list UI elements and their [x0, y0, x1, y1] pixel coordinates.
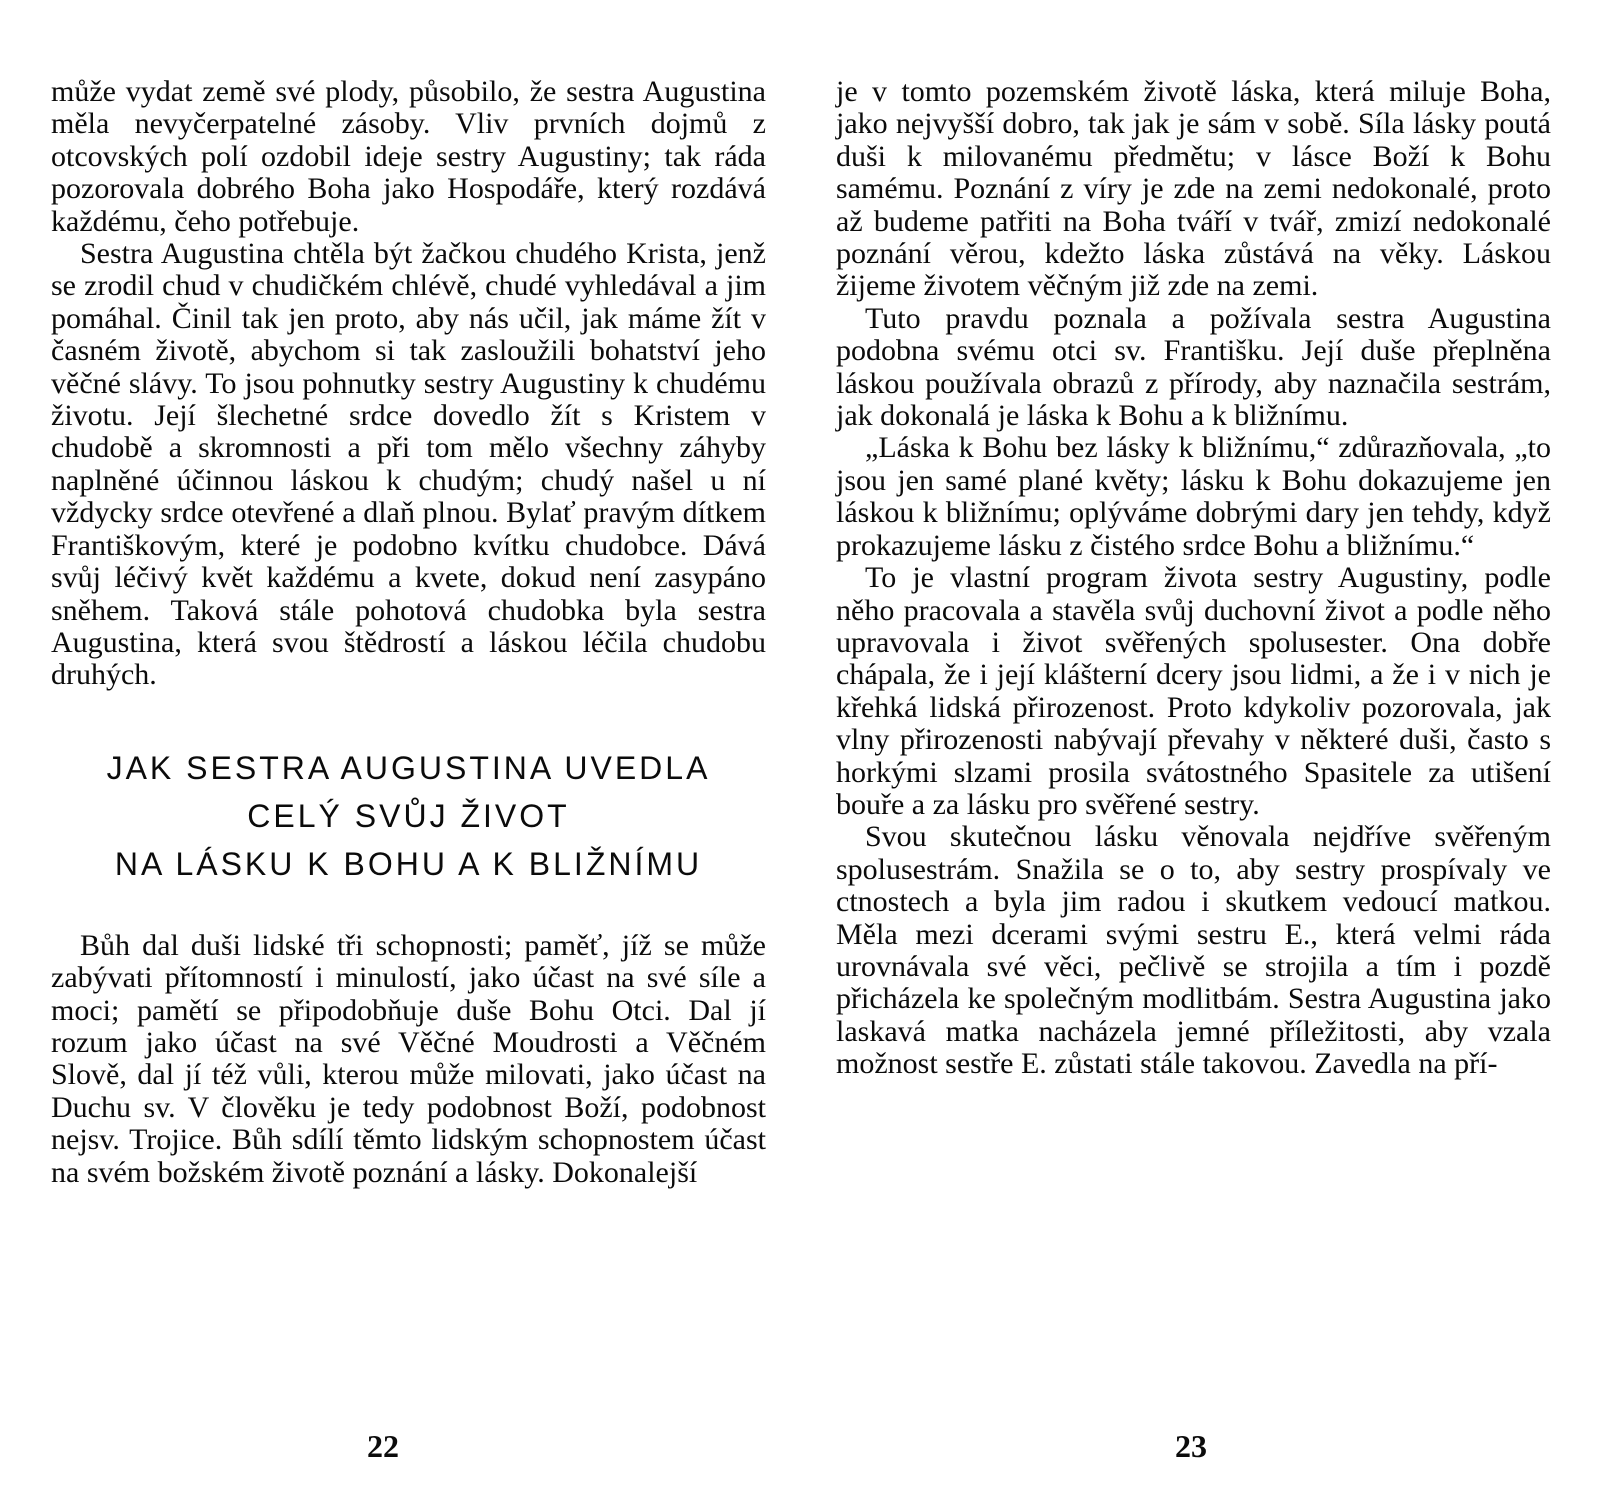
paragraph: „Láska k Bohu bez lásky k bližnímu,“ zdůrazňovala, „to jsou jen samé plané květy; lásku k Bohu dokazujeme jen láskou k bližnímu; oplýváme dobrými dary jen tehdy, když prokazujeme lásku z čistého srdce Bohu a bližnímu.“: [836, 431, 1551, 562]
paragraph: je v tomto pozemském životě láska, která miluje Boha, jako nejvyšší dobro, tak jak je sám v sobě. Síla lásky poutá duši k milovanému předmětu; v lásce Boží k Bohu samému. Poznání z víry je zde na zemi nedokonalé, proto až budeme patřiti na Boha tváří v tvář, zmizí nedokonalé poznání věrou, kdežto láska zůstává na věky. Láskou žijeme životem věčným již zde na zemi.: [836, 75, 1551, 303]
chapter-heading-line: CELÝ SVŮJ ŽIVOT: [247, 797, 570, 834]
right-page: [806, 0, 1612, 1500]
paragraph: Sestra Augustina chtěla být žačkou chudého Krista, jenž se zrodil chud v chudičkém chlévě, chudé vyhledával a jim pomáhal. Činil tak jen proto, aby nás učil, jak máme žít v časném životě, abychom si tak zasloužili bohatství jeho věčné slávy. To jsou pohnutky sestry Augustiny k chudému životu. Její šlechetné srdce dovedlo žít s Kristem v chudobě a skromnosti a při tom mělo všechny záhyby naplněné účinnou láskou k chudým; chudý našel u ní vždycky srdce otevřené a dlaň plnou. Bylať pravým dítkem Františkovým, které je podobno kvítku chudobce. Dává svůj léčivý květ každému a kvete, dokud není zasypáno sněhem. Taková stále pohotová chudobka byla sestra Augustina, která svou štědrostí a láskou léčila chudobu druhých.: [51, 237, 766, 692]
page-number: 22: [367, 1428, 399, 1464]
chapter-heading: [51, 744, 766, 888]
chapter-heading-line: JAK SESTRA AUGUSTINA UVEDLA: [106, 749, 711, 786]
paragraph: může vydat země své plody, působilo, že sestra Augustina měla nevyčerpatelné zásoby. Vliv prvních dojmů z otcovských polí ozdobil ideje sestry Augustiny; tak ráda pozorovala dobrého Boha jako Hospodáře, který rozdává každému, čeho potřebuje.: [51, 75, 766, 238]
left-page-text-column: [51, 76, 766, 1189]
paragraph: Bůh dal duši lidské tři schopnosti; paměť, jíž se může zabývati přítomností i minulostí, jako účast na své síle a moci; pamětí se připodobňuje duše Bohu Otci. Dal jí rozum jako účast na své Věčné Moudrosti a Věčném Slově, dal jí též vůli, kterou může milovati, jako účast na Duchu sv. V člověku je tedy podobnost Boží, podobnost nejsv. Trojice. Bůh sdílí těmto lidským schopnostem účast na svém božském životě poznání a lásky. Dokonalejší: [51, 928, 766, 1189]
page-number: 23: [1175, 1428, 1207, 1464]
paragraph: To je vlastní program života sestry Augustiny, podle něho pracovala a stavěla svůj duchovní život a podle něho upravovala i život svěřených spolusester. Ona dobře chápala, že i její klášterní dcery jsou lidmi, a že i v nich je křehká lidská přirozenost. Proto kdykoliv pozorovala, jak vlny přirozenosti nabývají převahy v některé duši, často s horkými slzami prosila svátostného Spasitele za utišení bouře a za lásku pro svěřené sestry.: [836, 561, 1551, 821]
paragraph: Svou skutečnou lásku věnovala nejdříve svěřeným spolusestrám. Snažila se o to, aby sestry prospívaly ve ctnostech a byla jim radou i skutkem vedoucí matkou. Měla mezi dcerami svými sestru E., která velmi ráda urovnávala své věci, pečlivě se strojila a tím i pozdě přicházela ke společným modlitbám. Sestra Augustina jako laskavá matka nacházela jemné příležitosti, aby vzala možnost sestře E. zůstati stále takovou. Zavedla na pří-: [836, 820, 1551, 1081]
right-page-text-column: [836, 76, 1551, 1081]
chapter-heading-line: NA LÁSKU K BOHU A K BLIŽNÍMU: [114, 845, 703, 882]
paragraph: Tuto pravdu poznala a požívala sestra Augustina podobna svému otci sv. Františku. Její duše přeplněna láskou používala obrazů z přírody, aby naznačila sestrám, jak dokonalá je láska k Bohu a k bližnímu.: [836, 301, 1551, 433]
